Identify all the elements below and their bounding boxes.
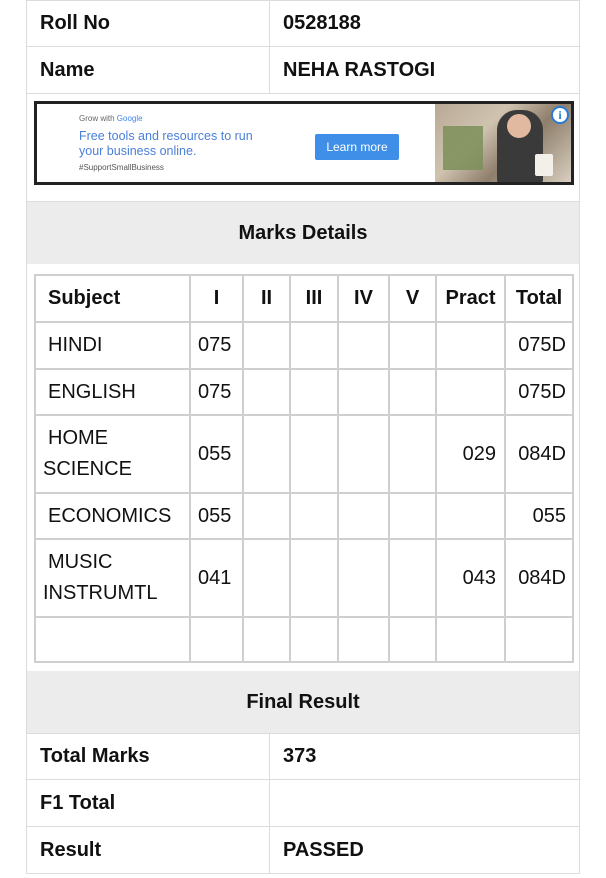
header-iv: IV (338, 275, 389, 322)
result-row (26, 827, 580, 874)
f1-total-label: F1 Total (27, 780, 270, 826)
subject-cell (35, 415, 190, 493)
subject-cell: ECONOMICS (35, 493, 190, 539)
table-row (35, 493, 573, 539)
ad-brand-prefix: Grow with (79, 114, 117, 123)
mark-iii-cell (290, 369, 338, 415)
mark-i-cell: 055 (190, 415, 243, 493)
mark-iii-cell (290, 322, 338, 369)
mark-i-cell: 041 (190, 539, 243, 617)
name-value: NEHA RASTOGI (283, 58, 436, 81)
mark-pract-cell (436, 322, 505, 369)
mark-iii-cell (290, 493, 338, 539)
ad-photo-face (507, 114, 531, 138)
result-value: PASSED (283, 838, 364, 861)
mark-iv-cell (338, 493, 389, 539)
mark-ii-cell (243, 493, 290, 539)
empty-cell (505, 617, 573, 662)
mark-iv-cell (338, 322, 389, 369)
header-iii: III (290, 275, 338, 322)
mark-v-cell (389, 539, 436, 617)
ad-headline-line1: Free tools and resources to run (79, 129, 253, 143)
header-ii: II (243, 275, 290, 322)
mark-pract-cell: 029 (436, 415, 505, 493)
empty-cell (243, 617, 290, 662)
marks-table (34, 274, 574, 663)
mark-total-cell: 055 (505, 493, 573, 539)
table-row (35, 415, 573, 493)
total-marks-row (26, 733, 580, 780)
mark-total-cell: 084D (505, 415, 573, 493)
subject-line2: SCIENCE (43, 458, 132, 480)
ad-photo-shelf (443, 126, 483, 170)
roll-no-label: Roll No (27, 1, 270, 46)
total-marks-label: Total Marks (27, 734, 270, 779)
subject-cell (35, 539, 190, 617)
mark-v-cell (389, 415, 436, 493)
mark-pract-cell: 043 (436, 539, 505, 617)
mark-v-cell (389, 322, 436, 369)
mark-ii-cell (243, 322, 290, 369)
result-card (26, 0, 580, 874)
header-total: Total (505, 275, 573, 322)
f1-total-value (270, 780, 579, 826)
empty-cell (190, 617, 243, 662)
empty-cell (389, 617, 436, 662)
ad-row (26, 94, 580, 202)
subject-line1: HOME (48, 427, 108, 449)
marks-details-heading: Marks Details (26, 202, 580, 264)
ad-hashtag: #SupportSmallBusiness (79, 163, 164, 172)
empty-cell (436, 617, 505, 662)
subject-cell: HINDI (35, 322, 190, 369)
empty-cell (35, 617, 190, 662)
table-row (35, 539, 573, 617)
ad-brand-name: Google (116, 114, 143, 123)
name-row (26, 47, 580, 94)
mark-pract-cell (436, 493, 505, 539)
ad-learn-more-button[interactable]: Learn more (315, 134, 399, 160)
mark-v-cell (389, 369, 436, 415)
mark-ii-cell (243, 539, 290, 617)
subject-line1: MUSIC (48, 551, 113, 573)
name-label: Name (27, 47, 270, 93)
empty-table-row (35, 617, 573, 662)
header-subject: Subject (35, 275, 190, 322)
ad-headline-line2: your business online. (79, 144, 197, 158)
mark-ii-cell (243, 415, 290, 493)
roll-no-row (26, 0, 580, 47)
mark-iv-cell (338, 539, 389, 617)
mark-i-cell: 075 (190, 369, 243, 415)
mark-v-cell (389, 493, 436, 539)
f1-total-row (26, 780, 580, 827)
ad-info-icon[interactable]: i (551, 106, 569, 124)
table-row (35, 322, 573, 369)
roll-no-value: 0528188 (283, 12, 361, 34)
empty-cell (290, 617, 338, 662)
mark-total-cell: 075D (505, 369, 573, 415)
subject-cell: ENGLISH (35, 369, 190, 415)
marks-header-row (35, 275, 573, 322)
mark-iv-cell (338, 369, 389, 415)
mark-ii-cell (243, 369, 290, 415)
mark-i-cell: 075 (190, 322, 243, 369)
google-ad-banner[interactable] (34, 101, 574, 185)
header-v: V (389, 275, 436, 322)
mark-iii-cell (290, 539, 338, 617)
final-result-table (26, 733, 580, 874)
final-result-heading: Final Result (26, 671, 580, 733)
total-marks-value: 373 (283, 745, 317, 767)
mark-iii-cell (290, 415, 338, 493)
mark-pract-cell (436, 369, 505, 415)
ad-photo-cup (535, 154, 553, 176)
ad-brand (79, 114, 143, 123)
result-label: Result (27, 827, 270, 873)
header-i: I (190, 275, 243, 322)
mark-total-cell: 075D (505, 322, 573, 369)
header-pract: Pract (436, 275, 505, 322)
mark-i-cell: 055 (190, 493, 243, 539)
table-row (35, 369, 573, 415)
subject-line2: INSTRUMTL (43, 582, 158, 604)
empty-cell (338, 617, 389, 662)
mark-total-cell: 084D (505, 539, 573, 617)
mark-iv-cell (338, 415, 389, 493)
marks-table-wrap (26, 264, 580, 671)
